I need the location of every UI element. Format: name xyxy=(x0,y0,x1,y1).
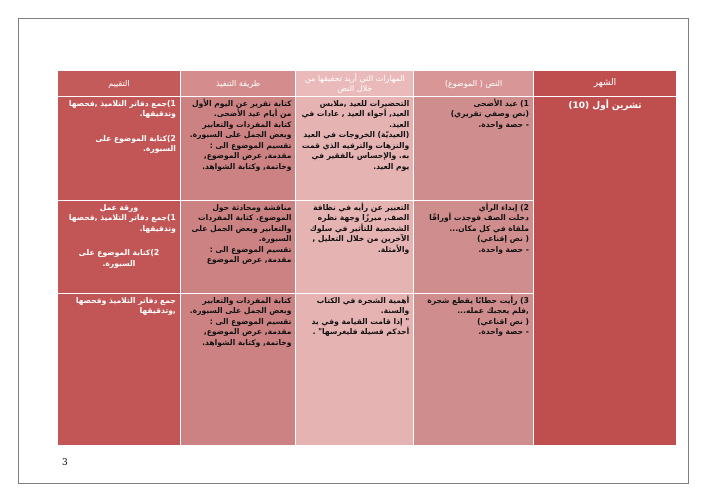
header-evaluation: التقييم xyxy=(58,71,181,97)
text-cell xyxy=(414,97,534,201)
page-number: 3 xyxy=(62,458,68,468)
method-content: مناقشة ومحادثة حول الموضوع. كتابة المفردات والتعابير وبعض الجمل على السبورة. تقسيم الموضوع الى : مقدمة, عرض الموضوع xyxy=(191,203,292,265)
header-month: الشهر xyxy=(533,71,676,97)
skills-cell xyxy=(296,201,414,294)
text-content: 3) رأيت حطابًا يقطع شجرة ,فلم يعجبك عمله... ( نص اقناعي) - حصة واحدة. xyxy=(427,296,529,337)
method-content: كتابة تقرير عن اليوم الأول من أيام عيد الأضحى. كتابة المفردات والتعابير وبعض الجمل على السبورة. تقسيم الموضوع الى : مقدمة, عرض الموضوع, وخاتمة, وكتابة الشواهد. xyxy=(189,99,292,171)
text-content: 1) عيد الأضحى (نص وصفي تقريري) - حصة واحدة. xyxy=(450,99,529,129)
evaluation-item: 2)كتابة الموضوع على السبورة. xyxy=(95,133,176,154)
text-cell xyxy=(414,294,534,446)
evaluation-item: 1)جمع دفاتر التلاميذ ,فحصها وتدقيقها. xyxy=(68,213,176,233)
text-content: 2) إبداء الرأي دخلت الصف فوجدت أوراقًا ملقاة في كل مكان... ( نص إقناعي) - حصة واحدة. xyxy=(429,203,529,254)
table-row xyxy=(58,97,677,201)
skills-cell xyxy=(296,97,414,201)
evaluation-cell xyxy=(58,97,181,201)
method-cell xyxy=(180,97,296,201)
skills-content: التحضيرات للعيد ,ملابس العيد, أجواء العيد , عادات في العيد. (العيديّة) الخروجات في العيد والنزهات والترفيه الذي قمت به. والإحساس بالفقير في يوم العيد. xyxy=(301,99,410,171)
evaluation-item: جمع دفاتر التلاميذ وفحصها ,وتدقيقها xyxy=(75,296,176,316)
method-cell xyxy=(180,201,296,294)
evaluation-cell xyxy=(58,201,181,294)
skills-content: التعبير عن رأيه في نظافة الصف, مبرزًا وجهة نظره الشخصية للتأثير في سلوك الآخرين من خلال التعليل , والأمثلة. xyxy=(309,203,410,254)
lesson-plan-table xyxy=(57,70,677,446)
month-cell xyxy=(533,97,676,446)
skills-cell xyxy=(296,294,414,446)
text-cell xyxy=(414,201,534,294)
header-text: النص ( الموضوع) xyxy=(414,71,534,97)
evaluation-item: 2)كتابة الموضوع على السبورة. xyxy=(78,248,160,268)
evaluation-title: ورقة عمل xyxy=(99,203,139,212)
header-method: طريقة التنفيذ xyxy=(180,71,296,97)
header-row xyxy=(58,71,677,97)
header-skills: المهارات التي أريد تحقيقها من خلال النص xyxy=(296,71,414,97)
skills-content: أهمية الشجرة في الكتاب والسنة. " إذا قامت القيامة وفي يد أحدكم فسيلة فليغرسها" . xyxy=(311,296,410,337)
evaluation-item: 1)جمع دفاتر التلاميذ ,فحصها وتدقيقها. xyxy=(68,99,176,119)
month-value: تشرين أول (10) xyxy=(568,101,642,111)
evaluation-cell xyxy=(58,294,181,446)
method-content: كتابة المفردات والتعابير وبعض الجمل على السبورة. تقسيم الموضوع الى : مقدمة, عرض الموضوع, وخاتمة, وكتابة الشواهد. xyxy=(189,296,292,347)
method-cell xyxy=(180,294,296,446)
